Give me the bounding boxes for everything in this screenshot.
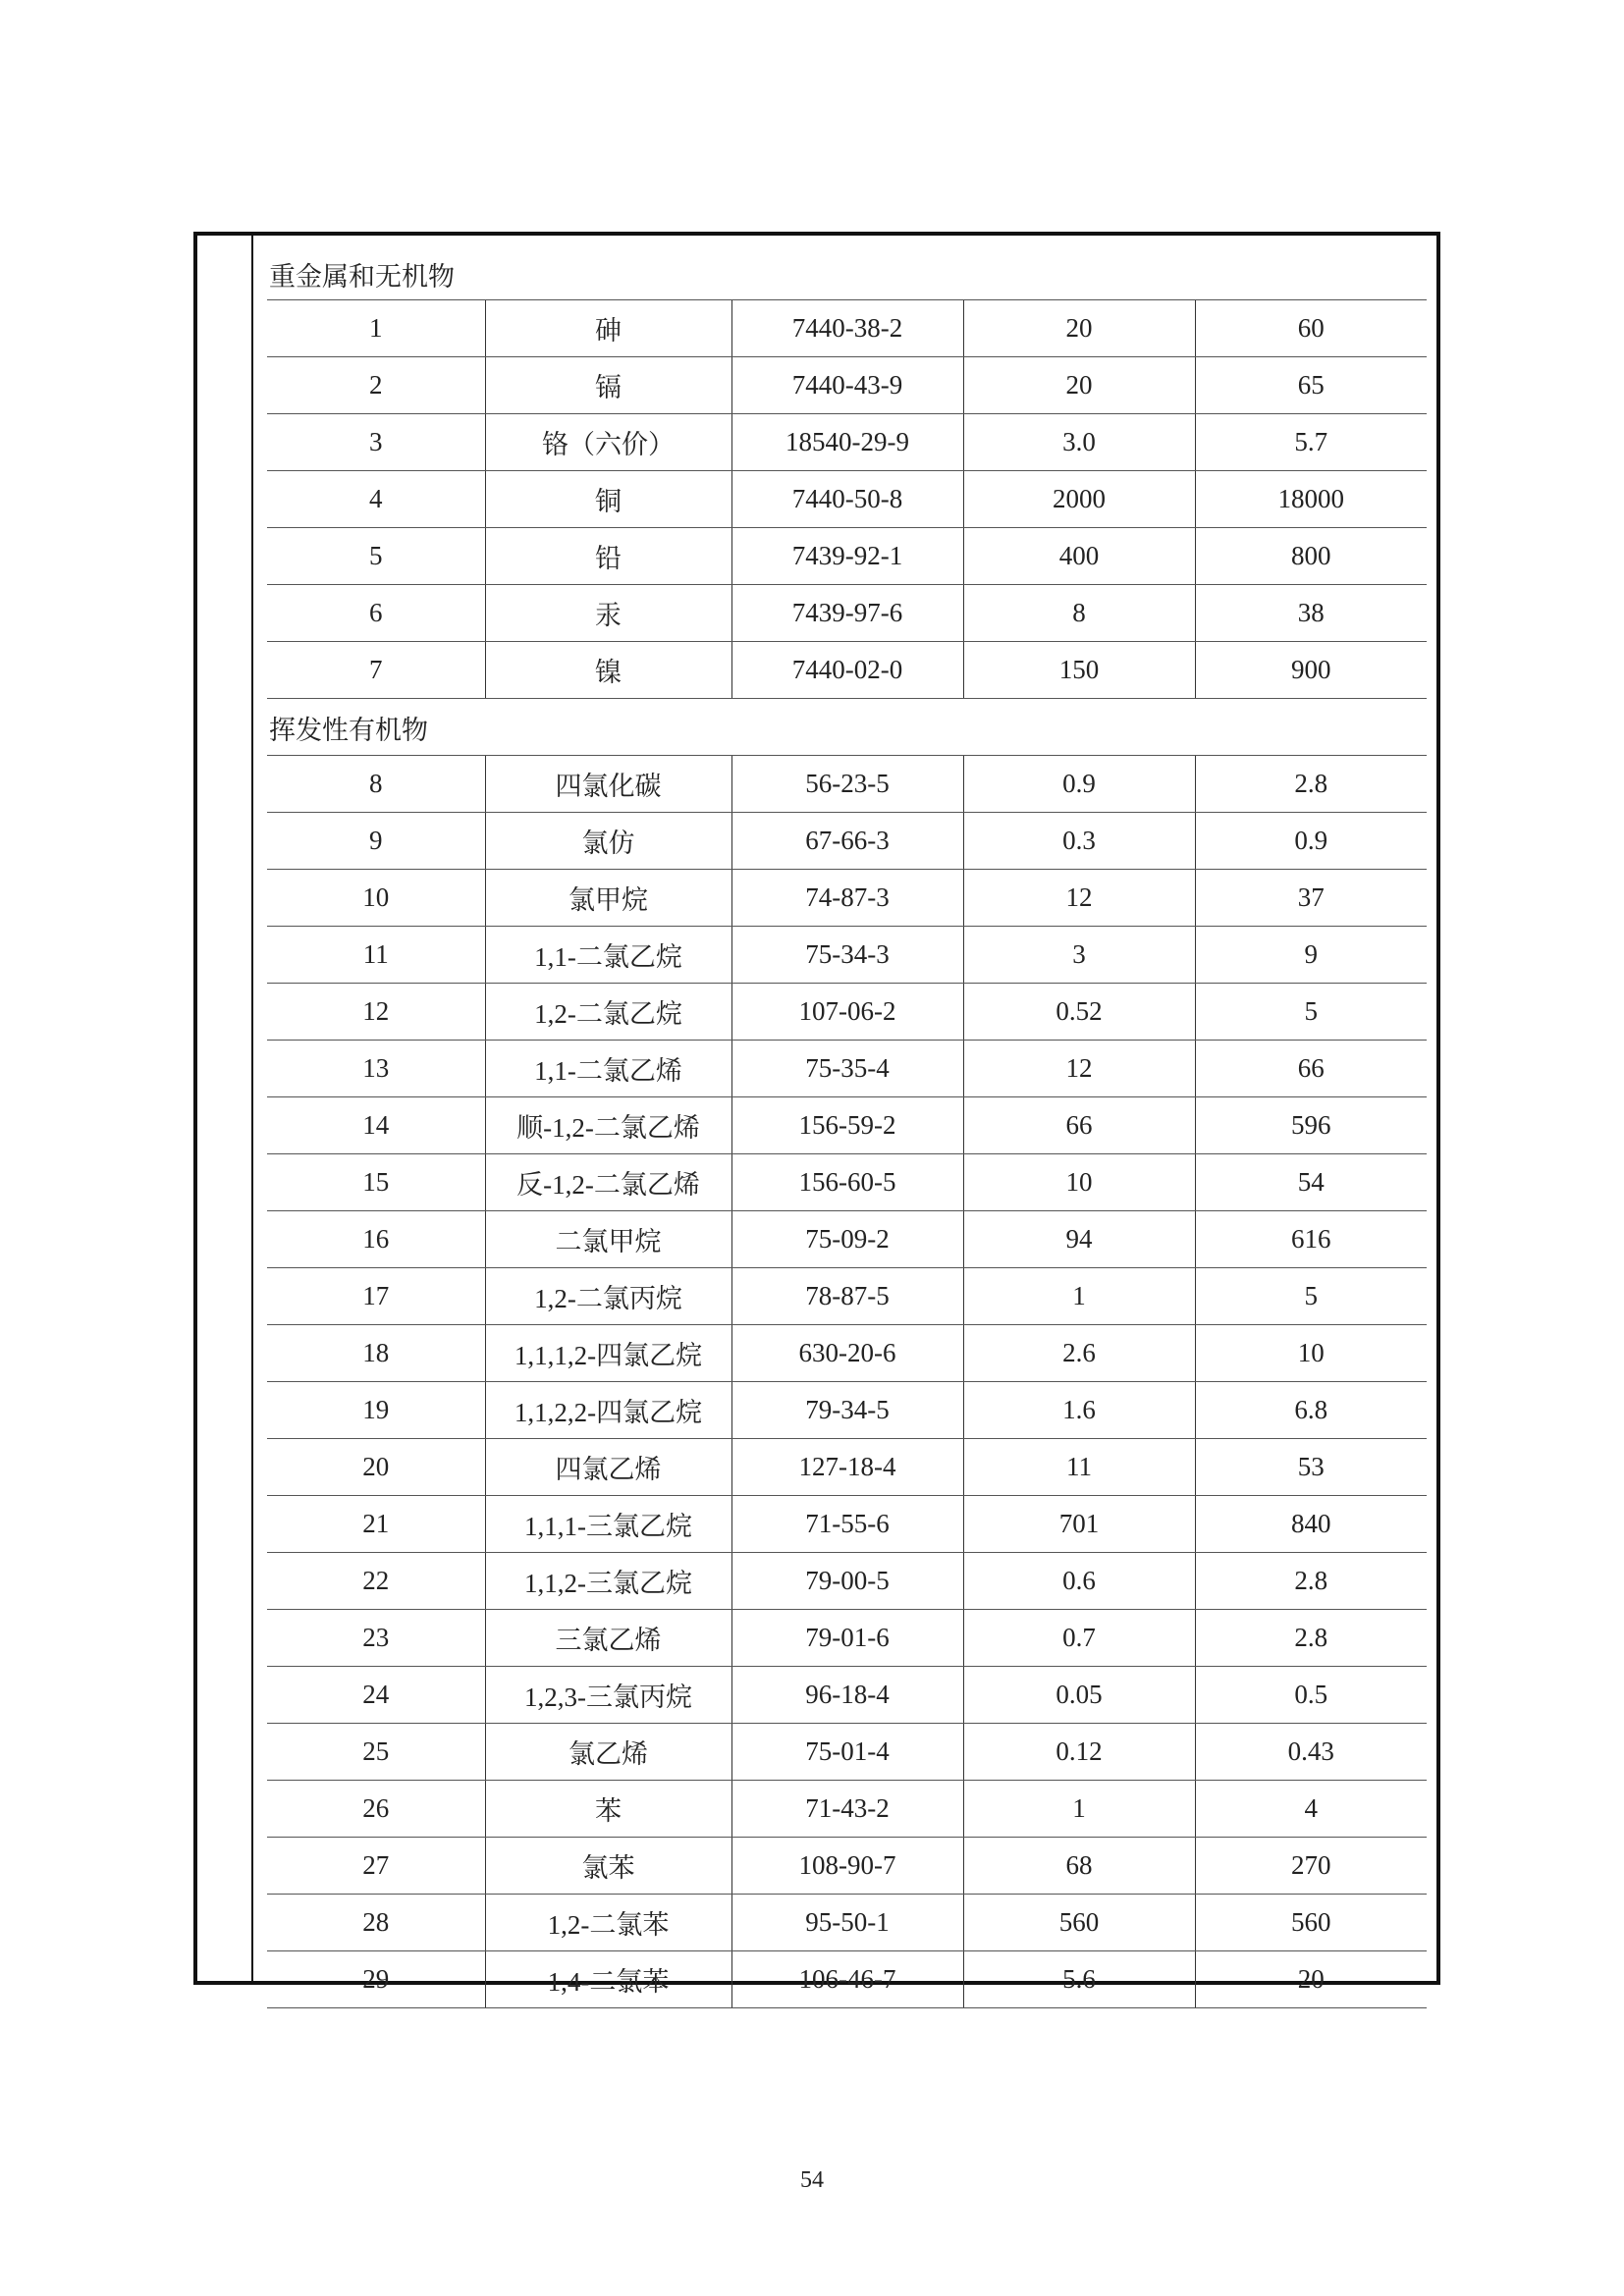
table-row (267, 1325, 1427, 1382)
table-row (267, 1895, 1427, 1951)
table-row (267, 300, 1427, 357)
frame-divider (251, 232, 253, 1985)
table-cell: 900 (1195, 642, 1427, 699)
table-cell: 1,1,2-三氯乙烷 (485, 1553, 731, 1610)
table-cell: 2.8 (1195, 756, 1427, 813)
table-row (267, 1496, 1427, 1553)
table-cell: 镉 (485, 357, 731, 414)
table-cell: 1,1,1-三氯乙烷 (485, 1496, 731, 1553)
table-cell: 79-00-5 (731, 1553, 963, 1610)
table-cell: 94 (963, 1211, 1195, 1268)
table-cell: 1,2-二氯丙烷 (485, 1268, 731, 1325)
table-cell: 1,2,3-三氯丙烷 (485, 1667, 731, 1724)
table-cell: 10 (267, 870, 485, 927)
table-cell: 1,2-二氯乙烷 (485, 984, 731, 1041)
table-cell: 5.7 (1195, 414, 1427, 471)
table-cell: 0.52 (963, 984, 1195, 1041)
table-cell: 0.9 (963, 756, 1195, 813)
table-cell: 68 (963, 1838, 1195, 1895)
table-cell: 1,1-二氯乙烷 (485, 927, 731, 984)
table-cell: 7440-38-2 (731, 300, 963, 357)
table-cell: 1.6 (963, 1382, 1195, 1439)
table-row (267, 585, 1427, 642)
table-cell: 0.43 (1195, 1724, 1427, 1781)
table-cell: 60 (1195, 300, 1427, 357)
table-cell: 75-35-4 (731, 1041, 963, 1097)
table-cell: 3 (267, 414, 485, 471)
table-cell: 20 (267, 1439, 485, 1496)
table-cell: 1 (963, 1268, 1195, 1325)
table-cell: 26 (267, 1781, 485, 1838)
table-cell: 18540-29-9 (731, 414, 963, 471)
table-cell: 20 (963, 357, 1195, 414)
table-cell: 4 (267, 471, 485, 528)
volatile-table (267, 756, 1427, 2008)
table-cell: 3 (963, 927, 1195, 984)
table-cell: 1,1,1,2-四氯乙烷 (485, 1325, 731, 1382)
table-cell: 630-20-6 (731, 1325, 963, 1382)
table-row (267, 1610, 1427, 1667)
table-cell: 596 (1195, 1097, 1427, 1154)
table-cell: 铜 (485, 471, 731, 528)
table-cell: 0.5 (1195, 1667, 1427, 1724)
table-cell: 2.8 (1195, 1553, 1427, 1610)
table-cell: 2.8 (1195, 1610, 1427, 1667)
table-cell: 38 (1195, 585, 1427, 642)
table-cell: 21 (267, 1496, 485, 1553)
table-cell: 53 (1195, 1439, 1427, 1496)
table-cell: 75-09-2 (731, 1211, 963, 1268)
table-cell: 560 (963, 1895, 1195, 1951)
table-cell: 18000 (1195, 471, 1427, 528)
table-row (267, 1382, 1427, 1439)
table-cell: 0.12 (963, 1724, 1195, 1781)
section-title-inorganic: 重金属和无机物 (267, 255, 1427, 300)
table-cell: 二氯甲烷 (485, 1211, 731, 1268)
section-title-volatile: 挥发性有机物 (267, 699, 1427, 756)
table-cell: 苯 (485, 1781, 731, 1838)
table-row (267, 1211, 1427, 1268)
table-cell: 16 (267, 1211, 485, 1268)
table-cell: 19 (267, 1382, 485, 1439)
table-cell: 11 (267, 927, 485, 984)
table-cell: 反-1,2-二氯乙烯 (485, 1154, 731, 1211)
table-cell: 7440-50-8 (731, 471, 963, 528)
table-cell: 5.6 (963, 1951, 1195, 2008)
table-cell: 71-55-6 (731, 1496, 963, 1553)
table-cell: 4 (1195, 1781, 1427, 1838)
table-row (267, 1154, 1427, 1211)
table-cell: 1,4-二氯苯 (485, 1951, 731, 2008)
table-cell: 6.8 (1195, 1382, 1427, 1439)
table-cell: 0.6 (963, 1553, 1195, 1610)
table-cell: 5 (1195, 984, 1427, 1041)
table-cell: 107-06-2 (731, 984, 963, 1041)
table-row (267, 1951, 1427, 2008)
table-cell: 18 (267, 1325, 485, 1382)
table-cell: 9 (267, 813, 485, 870)
table-cell: 78-87-5 (731, 1268, 963, 1325)
table-cell: 28 (267, 1895, 485, 1951)
table-cell: 23 (267, 1610, 485, 1667)
table-row (267, 1439, 1427, 1496)
table-cell: 5 (1195, 1268, 1427, 1325)
table-cell: 106-46-7 (731, 1951, 963, 2008)
table-cell: 1,1,2,2-四氯乙烷 (485, 1382, 731, 1439)
table-cell: 7440-02-0 (731, 642, 963, 699)
table-row (267, 528, 1427, 585)
table-cell: 270 (1195, 1838, 1427, 1895)
table-cell: 氯甲烷 (485, 870, 731, 927)
table-cell: 71-43-2 (731, 1781, 963, 1838)
table-row (267, 414, 1427, 471)
table-cell: 氯苯 (485, 1838, 731, 1895)
table-row (267, 870, 1427, 927)
table-cell: 8 (267, 756, 485, 813)
table-cell: 400 (963, 528, 1195, 585)
table-cell: 铅 (485, 528, 731, 585)
table-row (267, 357, 1427, 414)
table-cell: 79-34-5 (731, 1382, 963, 1439)
table-cell: 13 (267, 1041, 485, 1097)
table-row (267, 1724, 1427, 1781)
table-cell: 108-90-7 (731, 1838, 963, 1895)
table-cell: 14 (267, 1097, 485, 1154)
table-cell: 7439-92-1 (731, 528, 963, 585)
table-cell: 22 (267, 1553, 485, 1610)
table-cell: 氯仿 (485, 813, 731, 870)
table-cell: 37 (1195, 870, 1427, 927)
table-cell: 840 (1195, 1496, 1427, 1553)
table-cell: 10 (1195, 1325, 1427, 1382)
table-row (267, 1667, 1427, 1724)
table-cell: 156-60-5 (731, 1154, 963, 1211)
table-cell: 96-18-4 (731, 1667, 963, 1724)
table-cell: 铬（六价） (485, 414, 731, 471)
table-cell: 67-66-3 (731, 813, 963, 870)
table-content (267, 255, 1427, 2008)
table-cell: 1 (963, 1781, 1195, 1838)
table-cell: 11 (963, 1439, 1195, 1496)
table-cell: 66 (963, 1097, 1195, 1154)
table-cell: 顺-1,2-二氯乙烯 (485, 1097, 731, 1154)
table-cell: 74-87-3 (731, 870, 963, 927)
table-row (267, 642, 1427, 699)
table-cell: 29 (267, 1951, 485, 2008)
table-cell: 四氯乙烯 (485, 1439, 731, 1496)
table-cell: 三氯乙烯 (485, 1610, 731, 1667)
table-cell: 8 (963, 585, 1195, 642)
inorganic-table (267, 300, 1427, 699)
table-row (267, 813, 1427, 870)
table-cell: 800 (1195, 528, 1427, 585)
table-cell: 四氯化碳 (485, 756, 731, 813)
table-cell: 9 (1195, 927, 1427, 984)
table-cell: 1,2-二氯苯 (485, 1895, 731, 1951)
table-cell: 127-18-4 (731, 1439, 963, 1496)
table-row (267, 1041, 1427, 1097)
table-cell: 0.3 (963, 813, 1195, 870)
table-cell: 5 (267, 528, 485, 585)
table-cell: 156-59-2 (731, 1097, 963, 1154)
table-cell: 7 (267, 642, 485, 699)
table-cell: 7440-43-9 (731, 357, 963, 414)
table-cell: 2000 (963, 471, 1195, 528)
table-cell: 24 (267, 1667, 485, 1724)
table-cell: 10 (963, 1154, 1195, 1211)
table-cell: 560 (1195, 1895, 1427, 1951)
table-row (267, 984, 1427, 1041)
table-row (267, 1268, 1427, 1325)
table-row (267, 1553, 1427, 1610)
table-cell: 17 (267, 1268, 485, 1325)
table-cell: 66 (1195, 1041, 1427, 1097)
table-cell: 0.05 (963, 1667, 1195, 1724)
table-cell: 20 (1195, 1951, 1427, 2008)
page-number: 54 (800, 2167, 824, 2193)
table-cell: 12 (267, 984, 485, 1041)
table-row (267, 1097, 1427, 1154)
table-cell: 2.6 (963, 1325, 1195, 1382)
table-cell: 汞 (485, 585, 731, 642)
table-row (267, 756, 1427, 813)
table-cell: 6 (267, 585, 485, 642)
table-cell: 15 (267, 1154, 485, 1211)
table-row (267, 471, 1427, 528)
table-cell: 0.9 (1195, 813, 1427, 870)
table-cell: 75-01-4 (731, 1724, 963, 1781)
table-cell: 79-01-6 (731, 1610, 963, 1667)
table-cell: 0.7 (963, 1610, 1195, 1667)
table-cell: 27 (267, 1838, 485, 1895)
table-cell: 砷 (485, 300, 731, 357)
table-cell: 1 (267, 300, 485, 357)
table-cell: 54 (1195, 1154, 1427, 1211)
table-cell: 616 (1195, 1211, 1427, 1268)
table-cell: 20 (963, 300, 1195, 357)
table-row (267, 1781, 1427, 1838)
table-cell: 95-50-1 (731, 1895, 963, 1951)
table-cell: 镍 (485, 642, 731, 699)
table-cell: 氯乙烯 (485, 1724, 731, 1781)
table-row (267, 927, 1427, 984)
table-cell: 65 (1195, 357, 1427, 414)
table-cell: 75-34-3 (731, 927, 963, 984)
table-cell: 701 (963, 1496, 1195, 1553)
table-cell: 12 (963, 870, 1195, 927)
table-cell: 7439-97-6 (731, 585, 963, 642)
table-cell: 150 (963, 642, 1195, 699)
table-row (267, 1838, 1427, 1895)
table-cell: 3.0 (963, 414, 1195, 471)
table-cell: 25 (267, 1724, 485, 1781)
table-cell: 56-23-5 (731, 756, 963, 813)
table-cell: 2 (267, 357, 485, 414)
table-cell: 1,1-二氯乙烯 (485, 1041, 731, 1097)
table-cell: 12 (963, 1041, 1195, 1097)
